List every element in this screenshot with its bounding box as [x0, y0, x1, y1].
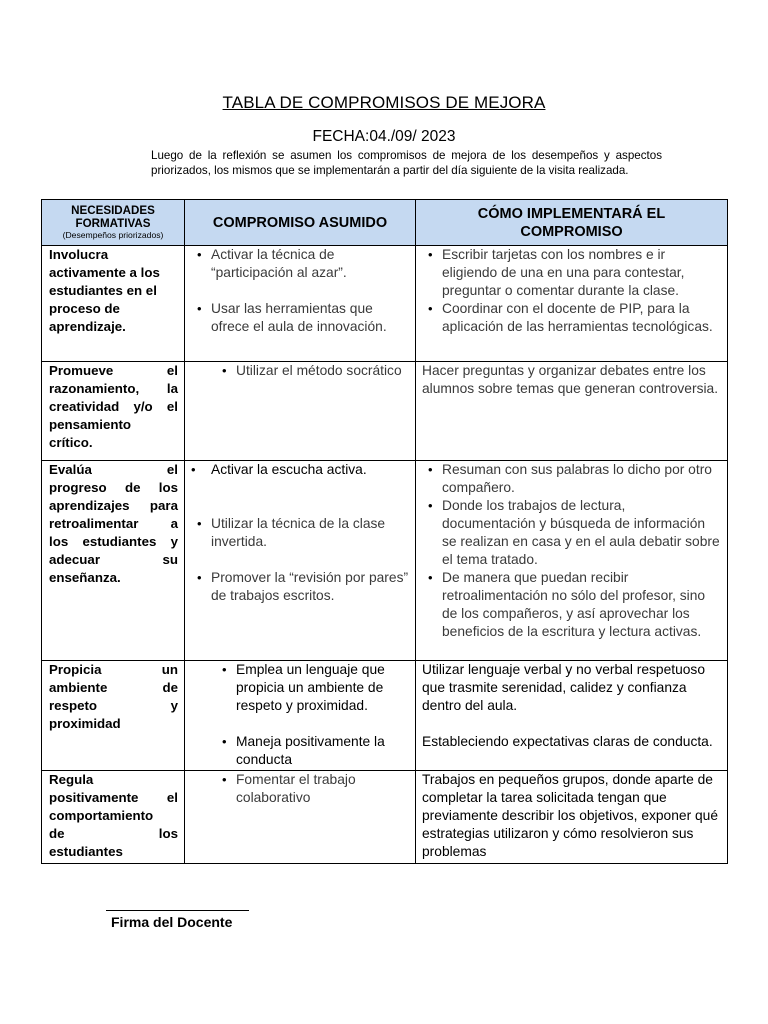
need-line: creatividad y/o el	[49, 399, 178, 414]
need-line: crítico.	[49, 435, 93, 450]
table-row	[42, 362, 728, 461]
implementation-text: Utilizar lenguaje verbal y no verbal respetuoso que trasmite serenidad, calidez y confianza dentro del aula.	[422, 662, 705, 713]
commitment-cell	[185, 661, 416, 771]
need-cell	[42, 461, 185, 661]
need-line: proximidad	[49, 716, 121, 731]
need-line: Propicia un	[49, 662, 178, 677]
text-spacer	[416, 715, 727, 733]
need-cell	[42, 771, 185, 864]
implementation-cell	[416, 661, 728, 771]
list-item: • Usar las herramientas que ofrece el aula de innovación.	[211, 300, 409, 336]
list-item: • Escribir tarjetas con los nombres e ir eligiendo de una en una para contestar, preguntar o comentar durante la clase.	[442, 246, 721, 300]
header-needs	[42, 200, 185, 246]
need-line: proceso de	[49, 301, 120, 316]
need-cell	[42, 246, 185, 362]
list-item: • Utilizar el método socrático	[236, 362, 409, 380]
need-line: adecuar su	[49, 552, 178, 567]
commitment-cell	[185, 362, 416, 461]
header-needs-line1: NECESIDADES	[71, 204, 155, 217]
commitment-list	[211, 569, 409, 605]
implementation-list	[442, 461, 721, 641]
commitment-list	[236, 362, 409, 380]
header-implementation	[416, 200, 728, 246]
need-line: pensamiento	[49, 417, 132, 432]
list-item: • Maneja positivamente la conducta	[236, 733, 409, 769]
commitment-cell	[185, 771, 416, 864]
list-item: • Activar la escucha activa.	[205, 461, 409, 479]
implementation-text: Estableciendo expectativas claras de conducta.	[422, 734, 713, 749]
list-item: • Fomentar el trabajo colaborativo	[236, 771, 409, 807]
need-line: positivamente el	[49, 790, 178, 805]
header-implementation-line1: CÓMO IMPLEMENTARÁ EL	[477, 205, 666, 222]
list-spacer	[236, 715, 409, 733]
need-line: estudiantes	[49, 844, 123, 859]
document-title: TABLA DE COMPROMISOS DE MEJORA	[222, 93, 546, 112]
need-cell	[42, 661, 185, 771]
list-item: • Emplea un lenguaje que propicia un ambiente de respeto y proximidad.	[236, 661, 409, 715]
implementation-cell	[416, 771, 728, 864]
table-row	[42, 246, 728, 362]
need-line: Involucra	[49, 247, 109, 262]
list-item: • Coordinar con el docente de PIP, para la aplicación de las herramientas tecnológicas.	[442, 300, 721, 336]
list-item: • Donde los trabajos de lectura, documentación y búsqueda de información se realizan en casa y en el aula debatir sobre el tema tratado.	[442, 497, 721, 569]
list-item: • De manera que puedan recibir retroalimentación no sólo del profesor, sino de los compañeros, y así aprovechar los beneficios de la escritura y lectura activas.	[442, 569, 721, 641]
list-item: • Activar la técnica de “participación al azar”.	[211, 246, 409, 282]
table-row	[42, 771, 728, 864]
list-spacer	[185, 551, 415, 569]
header-needs-note: (Desempeños priorizados)	[62, 230, 164, 240]
list-item: • Promover la “revisión por pares” de trabajos escritos.	[211, 569, 409, 605]
document-date: FECHA:04./09/ 2023	[312, 128, 456, 145]
implementation-cell	[416, 246, 728, 362]
need-cell	[42, 362, 185, 461]
list-item: • Utilizar la técnica de la clase invertida.	[211, 515, 409, 551]
header-implementation-line2: COMPROMISO	[520, 223, 623, 240]
list-item: • Resuman con sus palabras lo dicho por otro compañero.	[442, 461, 721, 497]
need-line: activamente a los	[49, 265, 160, 280]
need-line: Promueve el	[49, 363, 178, 378]
need-line: ambiente de	[49, 680, 178, 695]
need-line: progreso de los	[49, 480, 178, 495]
need-line: de los	[49, 826, 178, 841]
signature-line	[106, 910, 249, 911]
commitments-table	[41, 199, 728, 864]
commitment-list	[211, 246, 409, 336]
need-line: comportamiento	[49, 808, 154, 823]
implementation-cell	[416, 461, 728, 661]
table-row	[42, 461, 728, 661]
implementation-cell	[416, 362, 728, 461]
list-spacer	[211, 282, 409, 300]
header-commitment: COMPROMISO ASUMIDO	[185, 200, 416, 246]
commitment-cell	[185, 461, 416, 661]
header-needs-line2: FORMATIVAS	[75, 217, 151, 230]
need-line: Evalúa el	[49, 462, 178, 477]
commitment-list	[236, 771, 409, 807]
commitment-cell	[185, 246, 416, 362]
commitment-list	[205, 461, 409, 479]
list-spacer	[185, 479, 415, 515]
signature-label: Firma del Docente	[111, 914, 233, 930]
implementation-text: Hacer preguntas y organizar debates entre los alumnos sobre temas que generan controversia.	[422, 363, 719, 396]
need-line: Regula	[49, 772, 94, 787]
need-line: retroalimentar a	[49, 516, 178, 531]
commitment-list	[236, 661, 409, 769]
need-line: estudiantes en el	[49, 283, 157, 298]
need-line: enseñanza.	[49, 570, 121, 585]
implementation-text: Trabajos en pequeños grupos, donde aparte de completar la tarea solicitada tengan que previamente describir los objetivos, exponer qué estrategias utilizaron y cómo resolvieron sus problemas	[422, 772, 719, 859]
table-header-row	[42, 200, 728, 246]
need-line: razonamiento, la	[49, 381, 178, 396]
need-line: respeto y	[49, 698, 178, 713]
intro-paragraph: Luego de la reflexión se asumen los compromisos de mejora de los desempeños y aspectos priorizados, los mismos que se implementarán a partir del día siguiente de la visita realizada.	[151, 149, 662, 177]
implementation-list	[442, 246, 721, 336]
need-line: aprendizaje.	[49, 319, 126, 334]
need-line: aprendizajes para	[49, 498, 178, 513]
need-line: los estudiantes y	[49, 534, 178, 549]
table-row	[42, 661, 728, 771]
commitment-list	[211, 515, 409, 551]
